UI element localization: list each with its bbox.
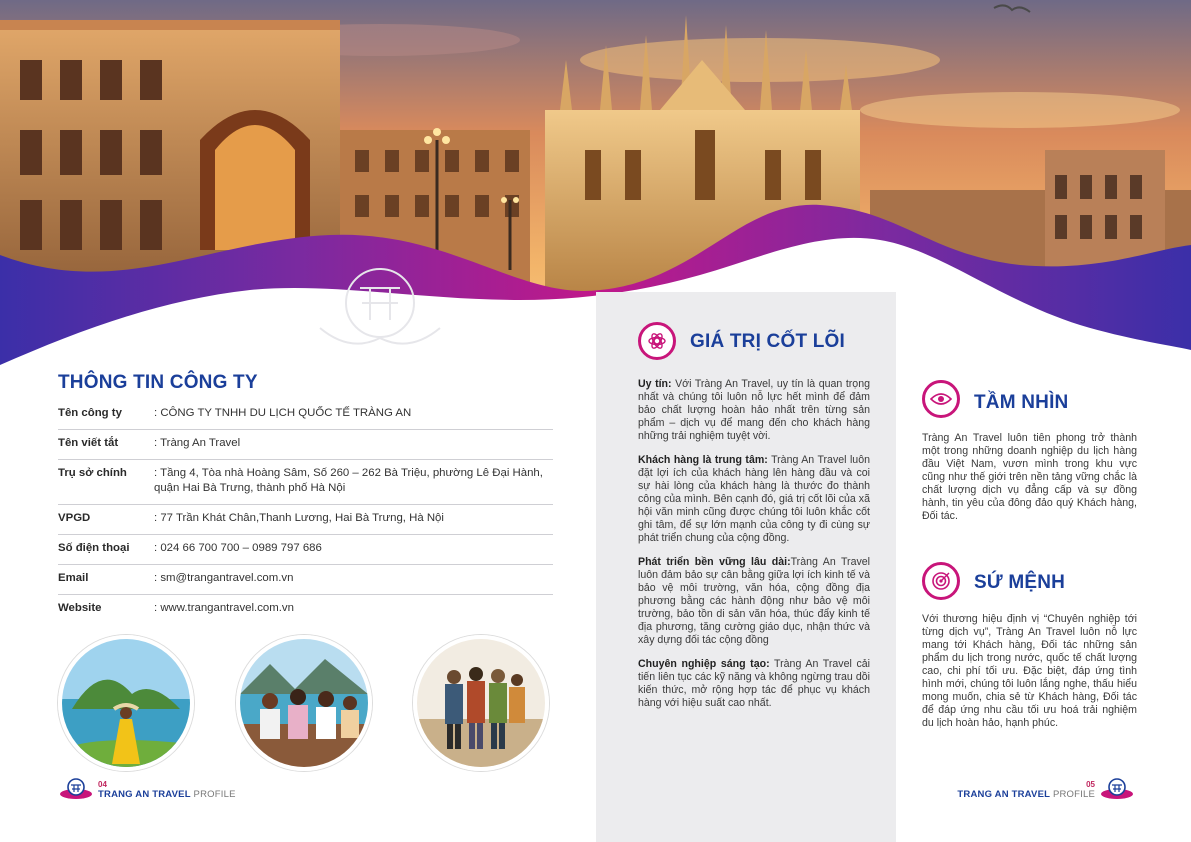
- footer-right: [957, 778, 1135, 800]
- info-label: Số điện thoại: [58, 542, 130, 554]
- core-value-item: [638, 658, 870, 710]
- brand-suffix: PROFILE: [190, 789, 236, 800]
- photo-island-traveler: [58, 635, 194, 771]
- brand-suffix: PROFILE: [1050, 789, 1095, 800]
- core-values-title: GIÁ TRỊ CỐT LÕI: [690, 331, 845, 352]
- footer-left: [58, 778, 236, 800]
- mission-text: Với thương hiệu định vị “Chuyên nghiệp tới từng dịch vụ”, Tràng An Travel luôn nỗ lực mang tới Khách hàng, Đối tác những sản phẩm du lịch trong nước, quốc tế chất lượng cao, chi phí tối ưu. Đặc biệt, đáp ứng tình hình mới, chúng tôi luôn lắng nghe, thấu hiểu mong muốn, chia sẻ từ Khách hàng, Đối tác để đáp ứng nhu cầu tối ưu hoá trải nghiệm du lịch hoàn hảo, hạnh phúc.: [922, 613, 1137, 729]
- website-link[interactable]: : www.trangantravel.com.vn: [154, 602, 294, 614]
- photo-hikers-group: [413, 635, 549, 771]
- core-value-text: Tràng An Travel cải tiến liên tục các kỹ năng và không ngừng trau dồi kiến thức, mở rộng hợp tác để phục vụ khách hàng với hiệu suất cao nhất.: [638, 658, 870, 709]
- trang-an-logo-icon: [1099, 778, 1135, 800]
- core-value-label: Uy tín:: [638, 378, 672, 390]
- page-number-right: 05: [1086, 780, 1095, 789]
- core-value-label: Phát triển bền vững lâu dài:: [638, 556, 791, 568]
- info-row-short-name: [58, 430, 553, 460]
- company-info-table: [58, 400, 553, 624]
- core-values-icon: [638, 322, 676, 360]
- info-label: Email: [58, 572, 89, 584]
- info-label: Trụ sở chính: [58, 467, 127, 479]
- watermark-logo: [300, 258, 460, 358]
- mission-title: SỨ MỆNH: [974, 572, 1066, 593]
- info-row-website: [58, 595, 553, 624]
- core-value-text: Tràng An Travel luôn đặt lợi ích của khách hàng lên hàng đầu và coi sự hài lòng của khách hàng là thước đo thành công của mình. Bên cạnh đó, giá trị cốt lõi của xã hội văn minh cũng được chúng tôi luôn khắc cốt ghi tâm, để sự lớn mạnh của công ty đi cùng sự phát triển chung của cộng đồng.: [638, 454, 870, 544]
- info-row-email: [58, 565, 553, 595]
- eye-icon: [922, 380, 960, 418]
- core-values-list: [638, 378, 870, 721]
- target-icon: [922, 562, 960, 600]
- info-value: : Tràng An Travel: [154, 437, 241, 449]
- info-row-company-name: [58, 400, 553, 430]
- info-value: : 77 Trần Khát Chân,Thanh Lương, Hai Bà Trưng, Hà Nội: [154, 512, 444, 524]
- info-row-office: [58, 505, 553, 535]
- trang-an-logo-icon: [58, 778, 94, 800]
- info-label: VPGD: [58, 512, 91, 524]
- vision-text: Tràng An Travel luôn tiên phong trở thành một trong những doanh nghiệp du lịch hàng đầu Việt Nam, vươn mình trong khu vực cũng như thế giới trên nền tảng vững chắc là chất lượng dịch vụ đẳng cấp và sự đồng hành, tin yêu của đông đảo quý Khách hàng, Đối tác.: [922, 432, 1137, 522]
- info-label: Website: [58, 602, 102, 614]
- email-link[interactable]: : sm@trangantravel.com.vn: [154, 572, 294, 584]
- core-value-item: [638, 556, 870, 647]
- core-value-label: Khách hàng là trung tâm:: [638, 454, 768, 466]
- company-info-title: THÔNG TIN CÔNG TY: [58, 372, 258, 393]
- core-value-item: [638, 378, 870, 443]
- info-row-headquarters: [58, 460, 553, 505]
- info-value: : Tầng 4, Tòa nhà Hoàng Sâm, Số 260 – 262 Bà Triệu, phường Lê Đại Hành, quận Hai Bà Trưng, thành phố Hà Nội: [154, 467, 543, 494]
- page-number-left: 04: [98, 780, 107, 789]
- brand-name: TRANG AN TRAVEL: [98, 789, 191, 800]
- brand-footer-left: [98, 789, 236, 800]
- info-label: Tên viết tắt: [58, 437, 119, 449]
- info-label: Tên công ty: [58, 407, 122, 419]
- brand-footer-right: [957, 789, 1095, 800]
- core-value-text: Với Tràng An Travel, uy tín là quan trọng nhất và chúng tôi luôn nỗ lực hết mình để đảm bảo chất lượng hoàn hảo nhất trên từng sản phẩm – dịch vụ để mang đến cho khách hàng những trải nghiệm tuyệt vời.: [638, 378, 870, 442]
- vision-title: TẦM NHÌN: [974, 392, 1069, 413]
- core-value-label: Chuyên nghiệp sáng tạo:: [638, 658, 770, 670]
- core-value-text: Tràng An Travel luôn đảm bảo sự cân bằng giữa lợi ích kinh tế và bảo vệ môi trường, văn hóa, cộng đồng địa phương bằng các hành động như bảo vệ môi trường, bảo tồn di sản văn hóa, thúc đẩy kinh tế địa phương, tăng cường giáo dục, nhận thức và xây dựng đối tác cộng đồng: [638, 556, 870, 646]
- info-row-phone: [58, 535, 553, 565]
- photo-group-boat: [236, 635, 372, 771]
- core-value-item: [638, 454, 870, 545]
- info-value: : CÔNG TY TNHH DU LỊCH QUỐC TẾ TRÀNG AN: [154, 407, 412, 419]
- brand-name: TRANG AN TRAVEL: [957, 789, 1051, 800]
- info-value: : 024 66 700 700 – 0989 797 686: [154, 542, 322, 554]
